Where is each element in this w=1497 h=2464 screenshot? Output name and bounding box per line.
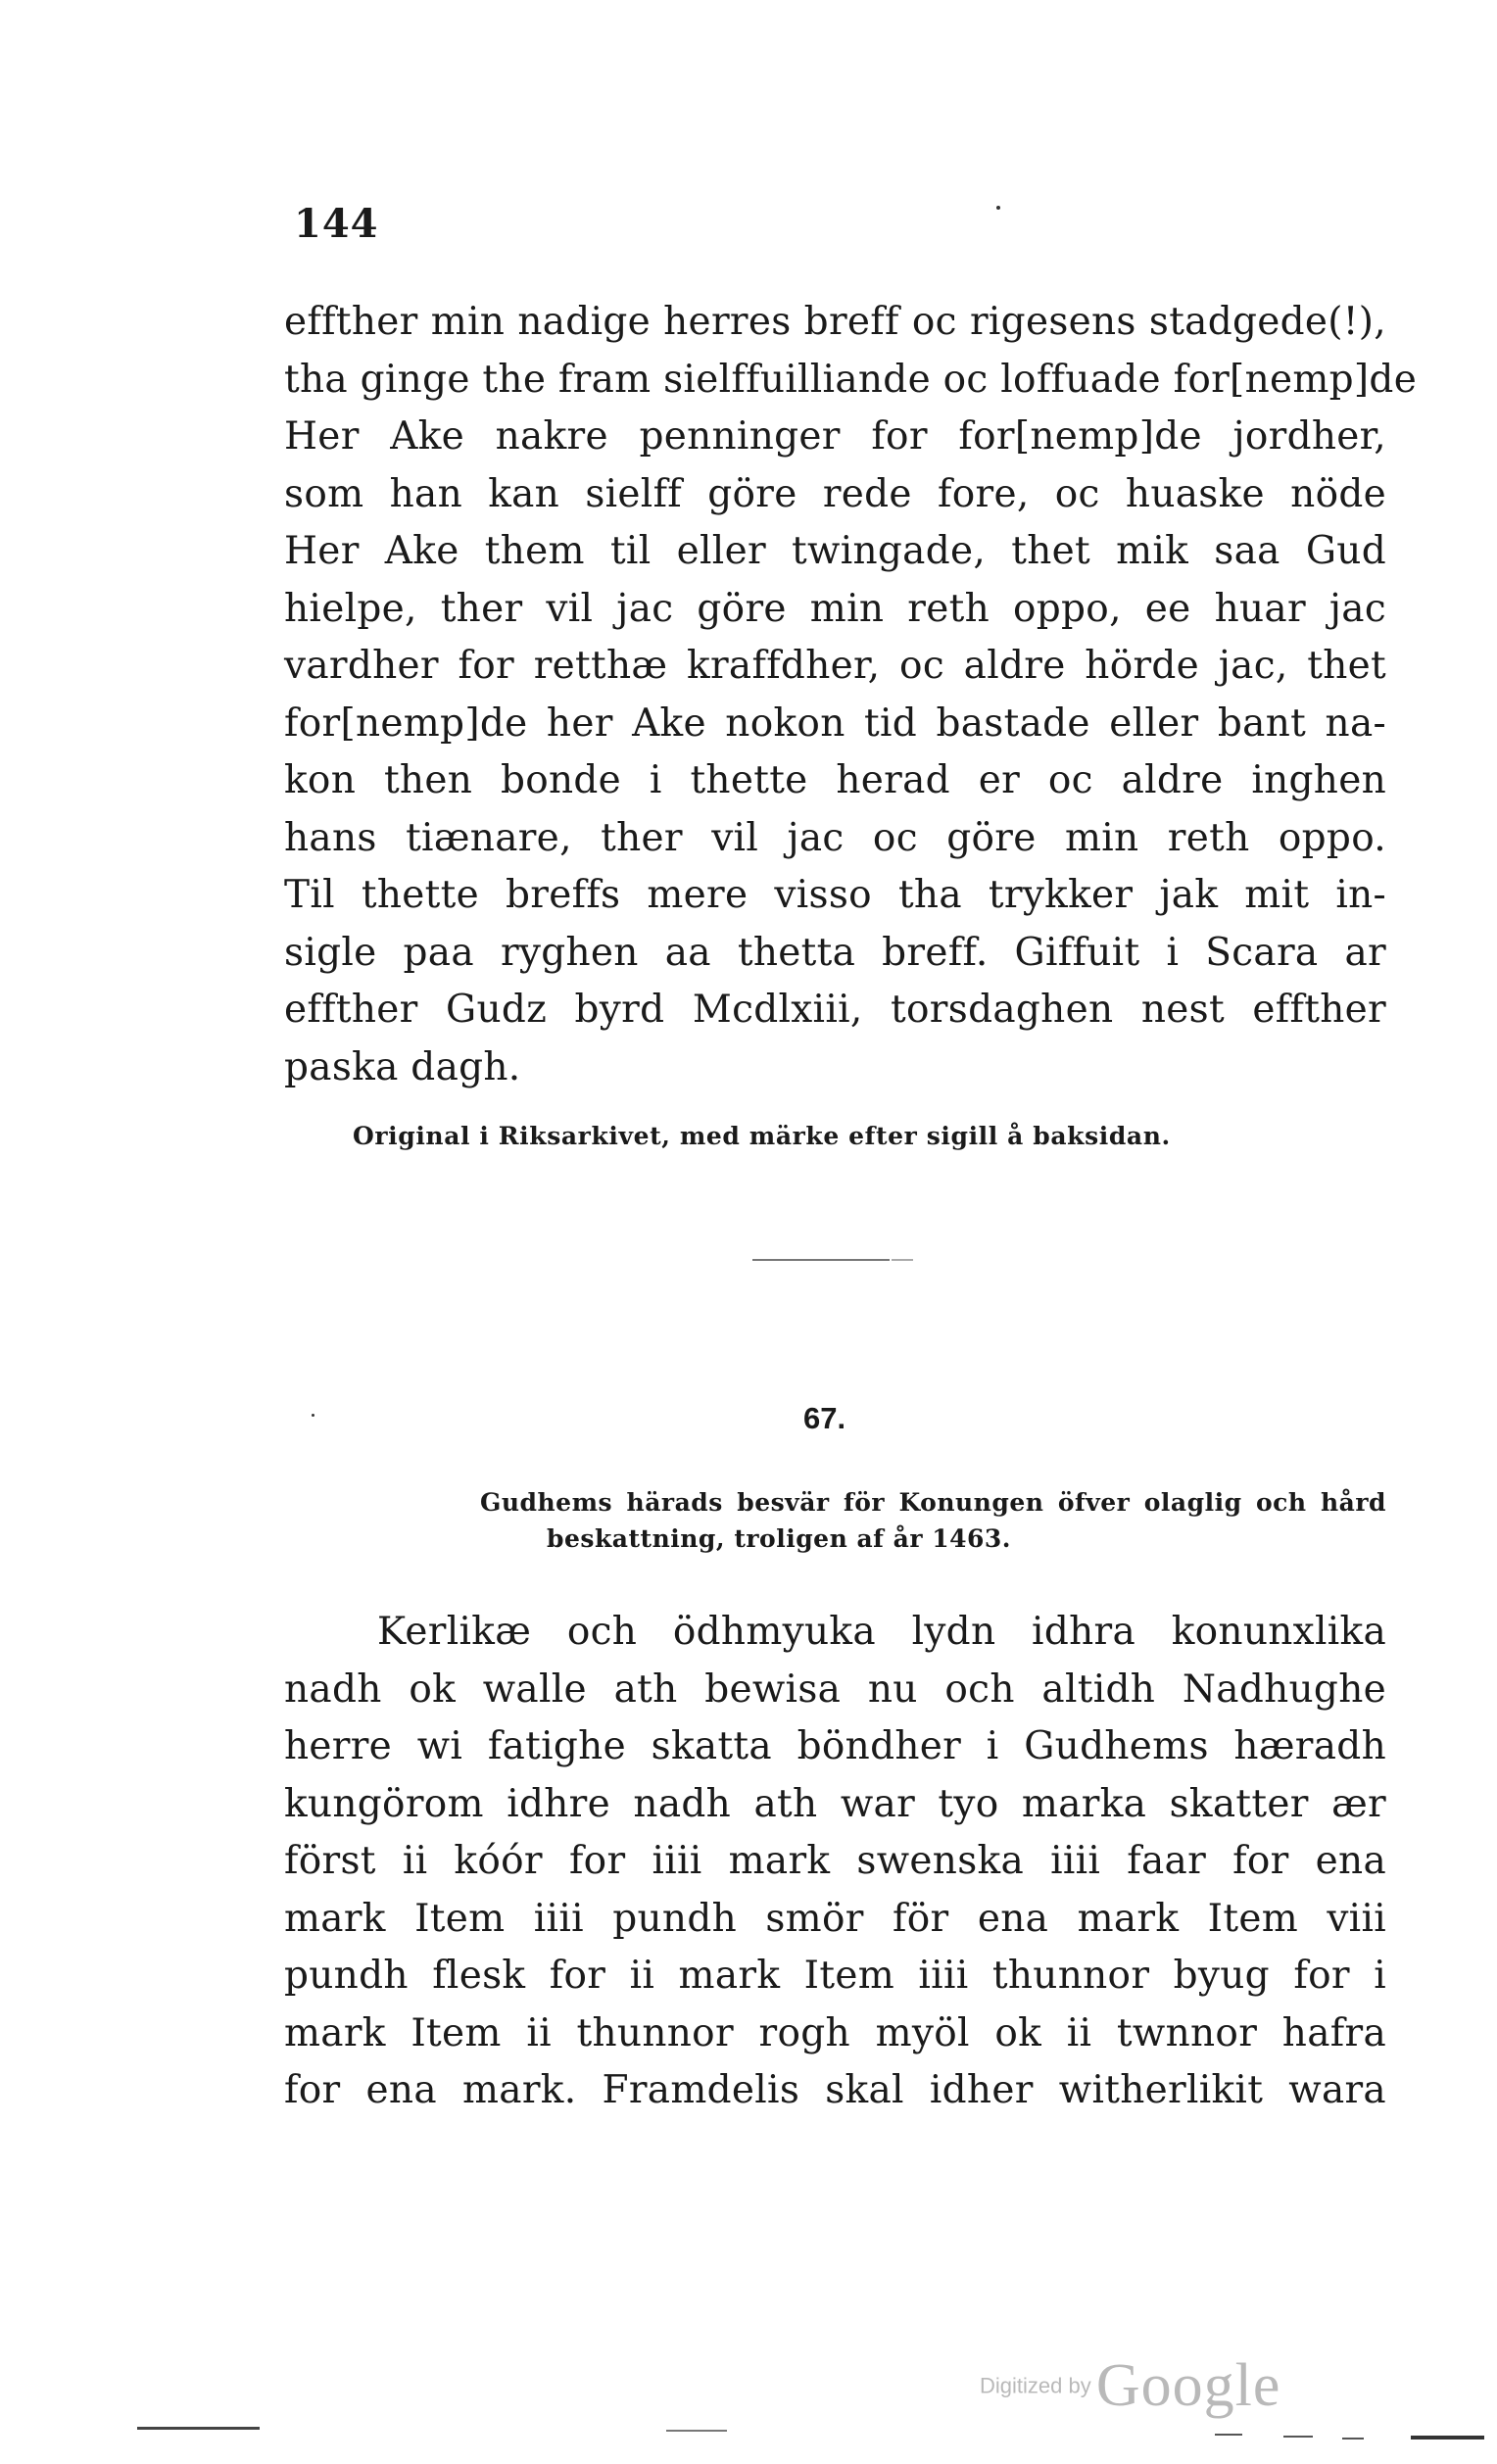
summary-line: Gudhems härads besvär för Konungen öfver olaglig och hård bbox=[480, 1488, 1386, 1517]
text-line: effther Gudz byrd Mcdlxiii, torsdaghen nest effther bbox=[284, 988, 1386, 1032]
text-line: effther min nadige herres breff oc rigesens stadgede(!), bbox=[284, 300, 1386, 344]
text-line: Til thette breffs mere visso tha trykker jak mit in- bbox=[284, 873, 1386, 917]
text-line: for ena mark. Framdelis skal idher witherlikit wara bbox=[284, 2068, 1386, 2112]
scan-edge-mark bbox=[137, 2427, 260, 2430]
watermark-text: Digitized by bbox=[980, 2373, 1091, 2398]
scan-edge-mark bbox=[1283, 2436, 1313, 2438]
scan-edge-mark bbox=[1342, 2438, 1364, 2440]
text-line: vardher for retthæ kraffdher, oc aldre hörde jac, thet bbox=[284, 644, 1386, 688]
section-divider bbox=[752, 1259, 890, 1261]
text-line: som han kan sielff göre rede fore, oc huaske nöde bbox=[284, 471, 1386, 516]
source-note: Original i Riksarkivet, med märke efter sigill å baksidan. bbox=[353, 1122, 1171, 1150]
scan-edge-mark bbox=[1411, 2436, 1484, 2440]
page-number: 144 bbox=[294, 201, 379, 247]
scan-speck bbox=[312, 1414, 314, 1417]
digitization-watermark bbox=[980, 2351, 1280, 2421]
text-line: herre wi fatighe skatta böndher i Gudhems hæradh bbox=[284, 1724, 1386, 1768]
text-line: mark Item ii thunnor rogh myöl ok ii twnnor hafra bbox=[284, 2010, 1386, 2055]
text-line: paska dagh. bbox=[284, 1044, 521, 1089]
section-divider-tail bbox=[892, 1259, 913, 1261]
text-line: först ii kóór for iiii mark swenska iiii faar for ena bbox=[284, 1839, 1386, 1883]
scan-edge-mark bbox=[1215, 2434, 1242, 2436]
scan-edge-mark bbox=[666, 2430, 727, 2432]
google-logo: Google bbox=[1095, 2352, 1281, 2419]
text-line: kon then bonde i thette herad er oc aldre inghen bbox=[284, 758, 1386, 802]
text-line: Her Ake them til eller twingade, thet mik saa Gud bbox=[284, 529, 1386, 573]
summary-line: beskattning, troligen af år 1463. bbox=[547, 1524, 1011, 1553]
text-line: kungörom idhre nadh ath war tyo marka skatter ær bbox=[284, 1781, 1386, 1826]
document-summary bbox=[480, 1484, 1386, 1557]
text-line: nadh ok walle ath bewisa nu och altidh Nadhughe bbox=[284, 1667, 1386, 1712]
text-line: tha ginge the fram sielffuilliande oc loffuade for[nemp]de bbox=[284, 357, 1418, 402]
text-line: for[nemp]de her Ake nokon tid bastade eller bant na- bbox=[284, 701, 1386, 746]
text-line: hielpe, ther vil jac göre min reth oppo, ee huar jac bbox=[284, 586, 1386, 631]
letter-66-closing-text bbox=[284, 294, 1418, 1096]
text-line: Kerlikæ och ödhmyuka lydn idhra konunxlika bbox=[377, 1610, 1386, 1654]
text-line: pundh flesk for ii mark Item iiii thunnor byug for i bbox=[284, 1954, 1386, 1998]
text-line: mark Item iiii pundh smör för ena mark Item viii bbox=[284, 1896, 1386, 1941]
document-number: 67. bbox=[803, 1401, 846, 1435]
text-line: hans tiænare, ther vil jac oc göre min reth oppo. bbox=[284, 815, 1386, 860]
text-line: sigle paa ryghen aa thetta breff. Giffuit i Scara ar bbox=[284, 930, 1386, 975]
text-line: Her Ake nakre penninger for for[nemp]de jordher, bbox=[284, 414, 1386, 459]
scan-speck bbox=[996, 206, 1000, 210]
letter-67-text bbox=[284, 1604, 1386, 2120]
